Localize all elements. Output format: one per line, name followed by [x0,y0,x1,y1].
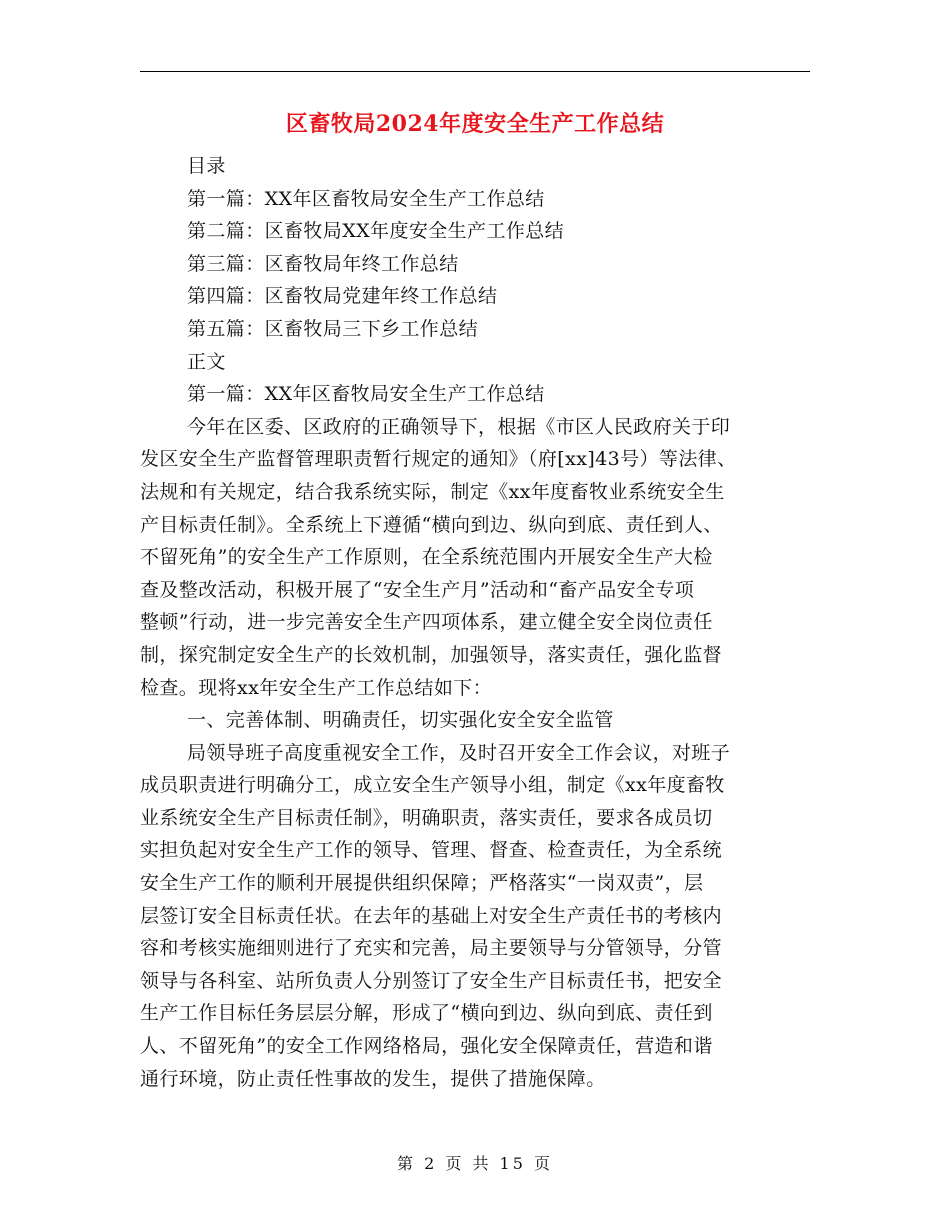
document-title: 区畜牧局2024年度安全生产工作总结 [285,111,665,137]
paragraph-line: 制，探究制定安全生产的长效机制，加强领导，落实责任，强化监督 [140,643,723,666]
paragraph-line: 检查。现将xx年安全生产工作总结如下： [140,676,493,699]
paragraph-line: 容和考核实施细则进行了充实和完善，局主要领导与分管领导，分管 [140,937,723,960]
paragraph-line: 局领导班子高度重视安全工作，及时召开安全工作会议，对班子 [187,741,731,764]
body-heading: 正文 [187,350,226,373]
paragraph-line: 发区安全生产监督管理职责暂行规定的通知》（府[xx]43号）等法律、 [140,448,737,471]
paragraph-line: 不留死角”的安全生产工作原则，在全系统范围内开展安全生产大检 [140,546,713,569]
paragraph-line: 通行环境，防止责任性事故的发生，提供了措施保障。 [140,1067,606,1090]
paragraph-line: 法规和有关规定，结合我系统实际，制定《xx年度畜牧业系统安全生 [140,480,725,503]
header-rule [140,71,810,72]
document-body [140,150,814,1095]
page-number: 第 2 页 共 15 页 [397,1154,553,1173]
paragraph-line: 业系统安全生产目标责任制》，明确职责，落实责任，要求各成员切 [140,806,713,829]
paragraph-line: 层签订安全目标责任状。在去年的基础上对安全生产责任书的考核内 [140,904,723,927]
paragraph-line: 安全生产工作的顺利开展提供组织保障；严格落实“一岗双责”，层 [140,872,704,895]
paragraph-line: 产目标责任制》。全系统上下遵循“横向到边、纵向到底、责任到人、 [140,513,723,536]
paragraph-line: 领导与各科室、站所负责人分别签订了安全生产目标责任书，把安全 [140,969,723,992]
toc-item-1: 第一篇：XX年区畜牧局安全生产工作总结 [187,187,545,210]
paragraph-line: 成员职责进行明确分工，成立安全生产领导小组，制定《xx年度畜牧 [140,774,725,797]
paragraph-line: 生产工作目标任务层层分解，形成了“横向到边、纵向到底、责任到 [140,1002,713,1025]
toc-item-2: 第二篇：区畜牧局XX年度安全生产工作总结 [187,220,565,243]
paragraph-line: 整顿”行动，进一步完善安全生产四项体系，建立健全安全岗位责任 [140,611,713,634]
toc-heading: 目录 [187,155,226,177]
section-heading: 一、完善体制、明确责任，切实强化安全安全监管 [187,709,614,732]
paragraph-line: 实担负起对安全生产工作的领导、管理、督查、检查责任，为全系统 [140,839,723,862]
toc-item-4: 第四篇：区畜牧局党建年终工作总结 [187,285,498,308]
chapter-title: 第一篇：XX年区畜牧局安全生产工作总结 [187,383,545,406]
toc-item-3: 第三篇：区畜牧局年终工作总结 [187,252,459,275]
paragraph-line: 人、不留死角”的安全工作网络格局，强化安全保障责任，营造和谐 [140,1035,713,1058]
toc-item-5: 第五篇：区畜牧局三下乡工作总结 [187,317,479,340]
paragraph-line: 今年在区委、区政府的正确领导下，根据《市区人民政府关于印 [187,415,731,438]
paragraph-line: 查及整改活动，积极开展了“安全生产月”活动和“畜产品安全专项 [140,578,695,601]
